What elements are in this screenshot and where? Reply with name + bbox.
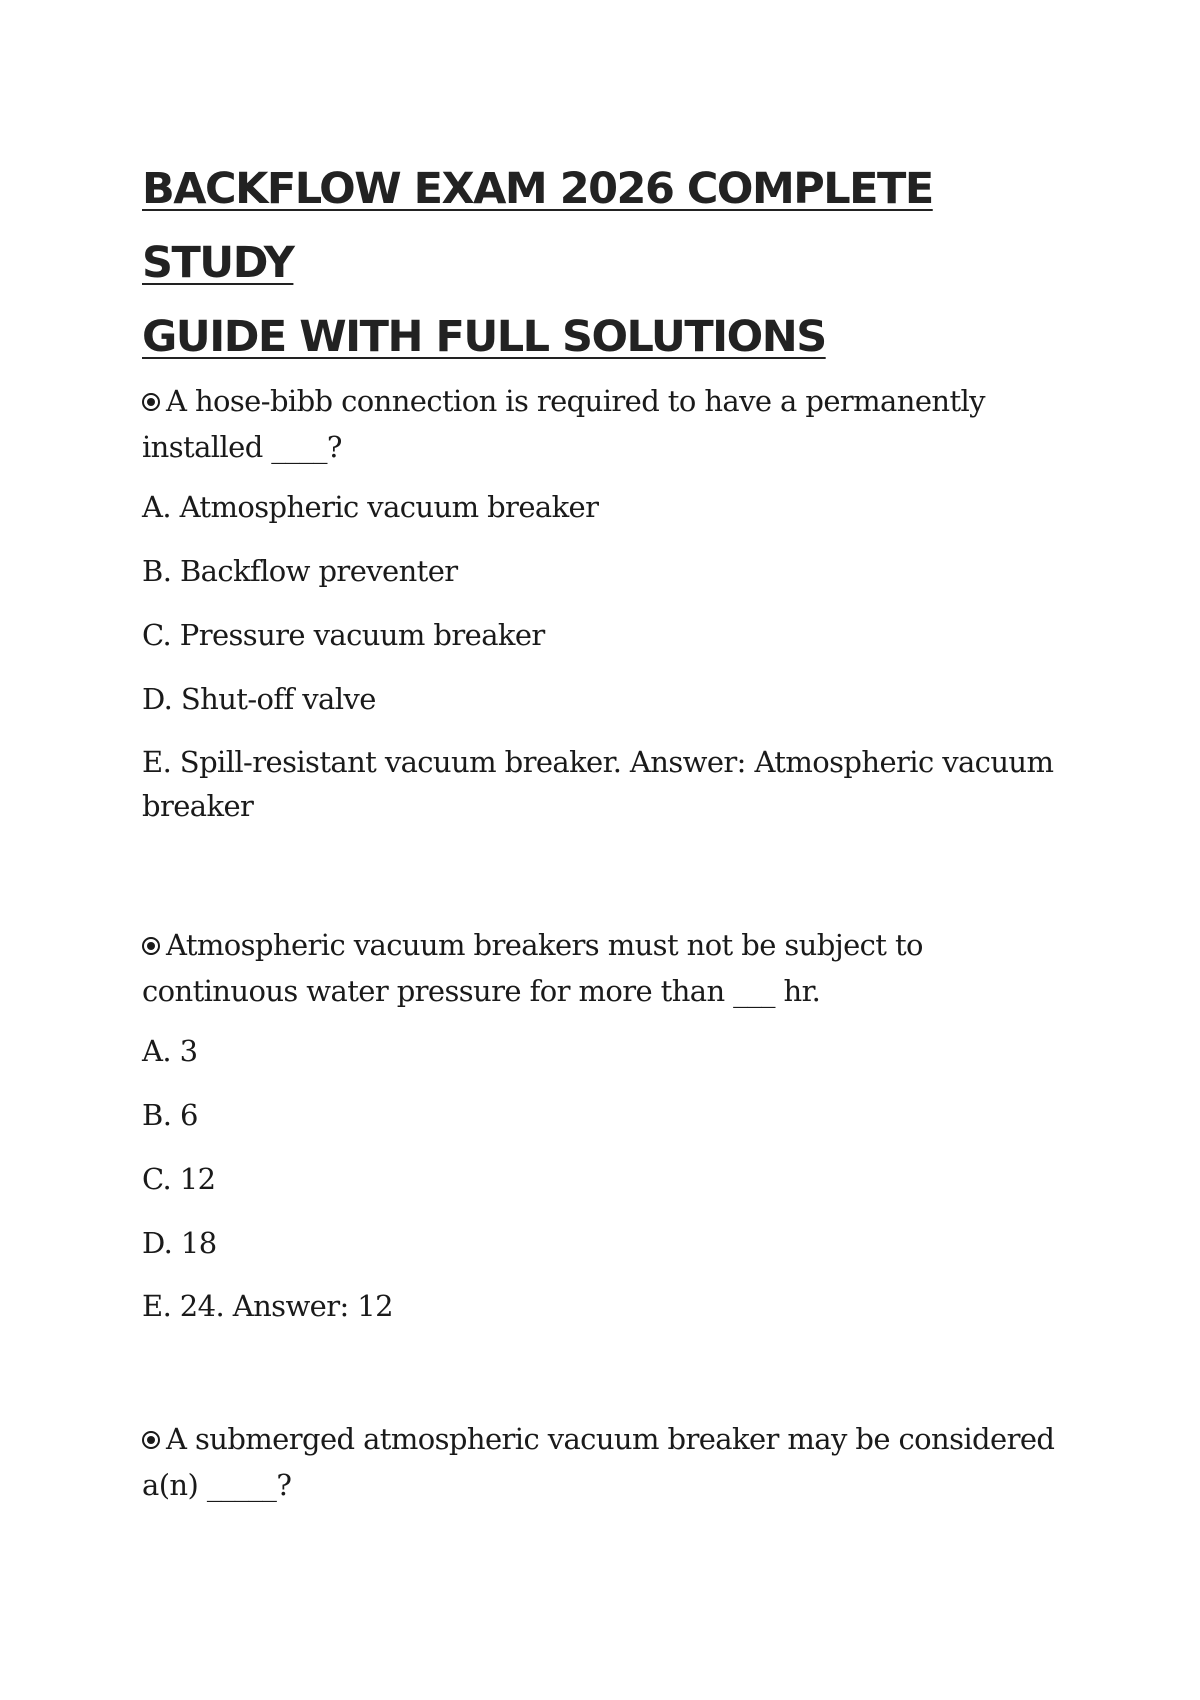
question-block bbox=[142, 922, 1072, 1346]
question-text: A hose-bibb connection is required to have a permanently installed ____? bbox=[142, 384, 985, 464]
question-text-row bbox=[142, 922, 1072, 1014]
option-item: D. Shut-off valve bbox=[142, 682, 376, 716]
document-title bbox=[142, 152, 1042, 374]
option-item-with-answer: E. Spill-resistant vacuum breaker. Answer: Atmospheric vacuum breaker bbox=[142, 745, 1054, 823]
question-text: Atmospheric vacuum breakers must not be subject to continuous water pressure for more than ___ hr. bbox=[142, 928, 923, 1008]
question-text-row bbox=[142, 378, 1072, 470]
radio-bullet-icon bbox=[142, 393, 160, 411]
option-item: B. 6 bbox=[142, 1098, 198, 1132]
options-list bbox=[142, 484, 1072, 828]
radio-bullet-icon bbox=[142, 1431, 160, 1449]
option-item-with-answer: E. 24. Answer: 12 bbox=[142, 1289, 393, 1323]
title-line-2: GUIDE WITH FULL SOLUTIONS bbox=[142, 312, 826, 362]
option-item: C. 12 bbox=[142, 1162, 216, 1196]
option-item: A. 3 bbox=[142, 1034, 198, 1068]
options-list bbox=[142, 1028, 1072, 1328]
option-item: D. 18 bbox=[142, 1226, 217, 1260]
option-item: A. Atmospheric vacuum breaker bbox=[142, 490, 599, 524]
question-block bbox=[142, 378, 1072, 846]
title-line-1: BACKFLOW EXAM 2026 COMPLETE STUDY bbox=[142, 164, 933, 288]
option-item: C. Pressure vacuum breaker bbox=[142, 618, 545, 652]
radio-bullet-icon bbox=[142, 937, 160, 955]
option-item: B. Backflow preventer bbox=[142, 554, 458, 588]
question-text-row bbox=[142, 1416, 1072, 1508]
question-block bbox=[142, 1416, 1072, 1508]
question-text: A submerged atmospheric vacuum breaker may be considered a(n) _____? bbox=[142, 1422, 1055, 1502]
